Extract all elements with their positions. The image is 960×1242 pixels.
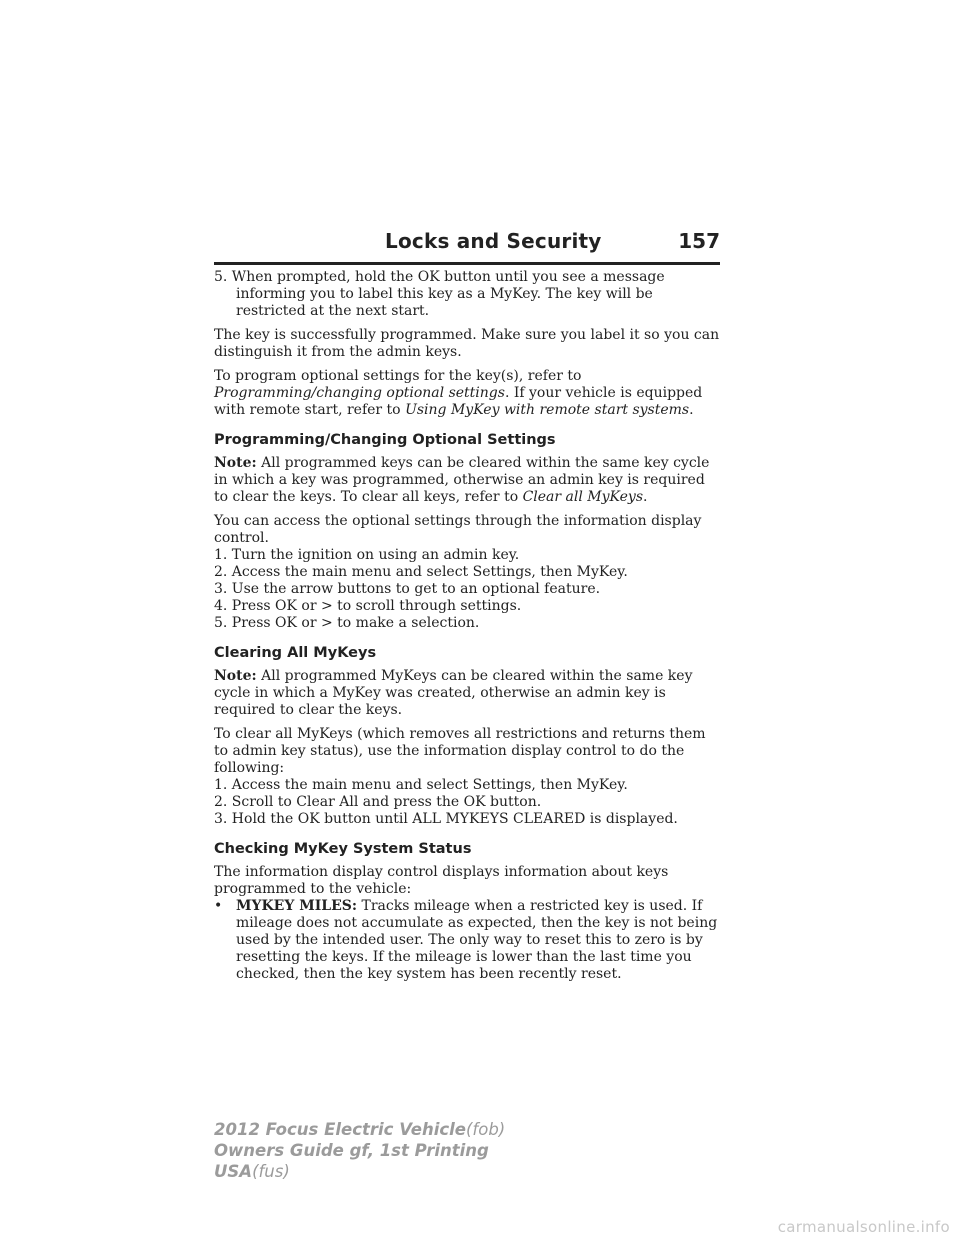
- footer-line-3: [214, 1161, 505, 1182]
- list-item: 4. Press OK or > to scroll through settings.: [214, 598, 522, 614]
- list-item: 5. Press OK or > to make a selection.: [214, 615, 480, 631]
- note-programmed-keys: [214, 455, 720, 506]
- list-item: 1. Turn the ignition on using an admin key.: [214, 547, 520, 563]
- footer-vehicle-code: (fob): [465, 1120, 506, 1139]
- paragraph-optional-settings: [214, 368, 720, 419]
- bullet-icon: •: [214, 898, 223, 914]
- paragraph-access: You can access the optional settings through the information display control.: [214, 513, 702, 546]
- optional-settings-steps: [214, 513, 720, 632]
- bullet-label: MYKEY MILES:: [236, 898, 358, 914]
- paragraph-programmed: The key is successfully programmed. Make sure you label it so you can distinguish it from the admin keys.: [214, 327, 720, 360]
- note-clearing: [214, 668, 720, 719]
- step-5: 5. When prompted, hold the OK button until you see a message informing you to label this key as a MyKey. The key will be restricted at the next start.: [214, 269, 665, 319]
- paragraph-clear: To clear all MyKeys (which removes all restrictions and returns them to admin key status), use the information display control to do the following:: [214, 726, 706, 776]
- list-item: 2. Access the main menu and select Settings, then MyKey.: [214, 564, 628, 580]
- watermark: carmanualsonline.info: [777, 1218, 950, 1236]
- footer-market-code: (fus): [252, 1162, 290, 1181]
- header-rule: [214, 262, 720, 265]
- bullet-mykey-miles: [214, 898, 720, 983]
- link-clear-all-mykeys[interactable]: Clear all MyKeys: [522, 489, 643, 505]
- heading-clearing-mykeys: Clearing All MyKeys: [214, 645, 377, 661]
- list-item: 3. Use the arrow buttons to get to an optional feature.: [214, 581, 601, 597]
- footer-market: USA: [214, 1162, 253, 1181]
- list-item: 3. Hold the OK button until ALL MYKEYS CLEARED is displayed.: [214, 811, 678, 827]
- note-text: All programmed MyKeys can be cleared within the same key cycle in which a MyKey was created, otherwise an admin key is required to clear the keys.: [214, 668, 693, 718]
- optional-text-1: To program optional settings for the key(s), refer to: [214, 368, 582, 384]
- page-footer: [214, 1119, 505, 1182]
- link-programming-optional-settings[interactable]: Programming/changing optional settings: [214, 385, 505, 401]
- bullet-text: Tracks mileage when a restricted key is used. If mileage does not accumulate as expected, then the key is not being used by the intended user. The only way to reset this to zero is by resetting the keys. If the mileage is lower than the last time you checked, then the key system has been recently reset.: [236, 898, 718, 982]
- optional-text-3: .: [689, 402, 694, 418]
- note-label: Note:: [214, 455, 257, 471]
- section-title: Locks and Security: [385, 229, 602, 253]
- status-section: [214, 864, 720, 983]
- paragraph-status: The information display control displays information about keys programmed to the vehicle:: [214, 864, 669, 897]
- footer-line-1: [214, 1119, 505, 1140]
- page-number: 157: [678, 229, 720, 253]
- heading-programming-optional: Programming/Changing Optional Settings: [214, 432, 556, 448]
- note-end: .: [643, 489, 648, 505]
- optional-text-2: . If your vehicle is equipped with remote start, refer to: [214, 385, 703, 418]
- page-body: [214, 269, 720, 990]
- list-item: 2. Scroll to Clear All and press the OK button.: [214, 794, 542, 810]
- clear-steps: [214, 726, 720, 828]
- list-item: 1. Access the main menu and select Settings, then MyKey.: [214, 777, 628, 793]
- footer-line-2: Owners Guide gf, 1st Printing: [214, 1141, 489, 1160]
- note-text: All programmed keys can be cleared within the same key cycle in which a key was programmed, otherwise an admin key is required to clear the keys. To clear all keys, refer to: [214, 455, 710, 505]
- footer-vehicle: 2012 Focus Electric Vehicle: [214, 1120, 466, 1139]
- note-label: Note:: [214, 668, 257, 684]
- link-remote-start[interactable]: Using MyKey with remote start systems: [405, 402, 690, 418]
- heading-system-status: Checking MyKey System Status: [214, 841, 472, 857]
- page-header: [214, 228, 720, 264]
